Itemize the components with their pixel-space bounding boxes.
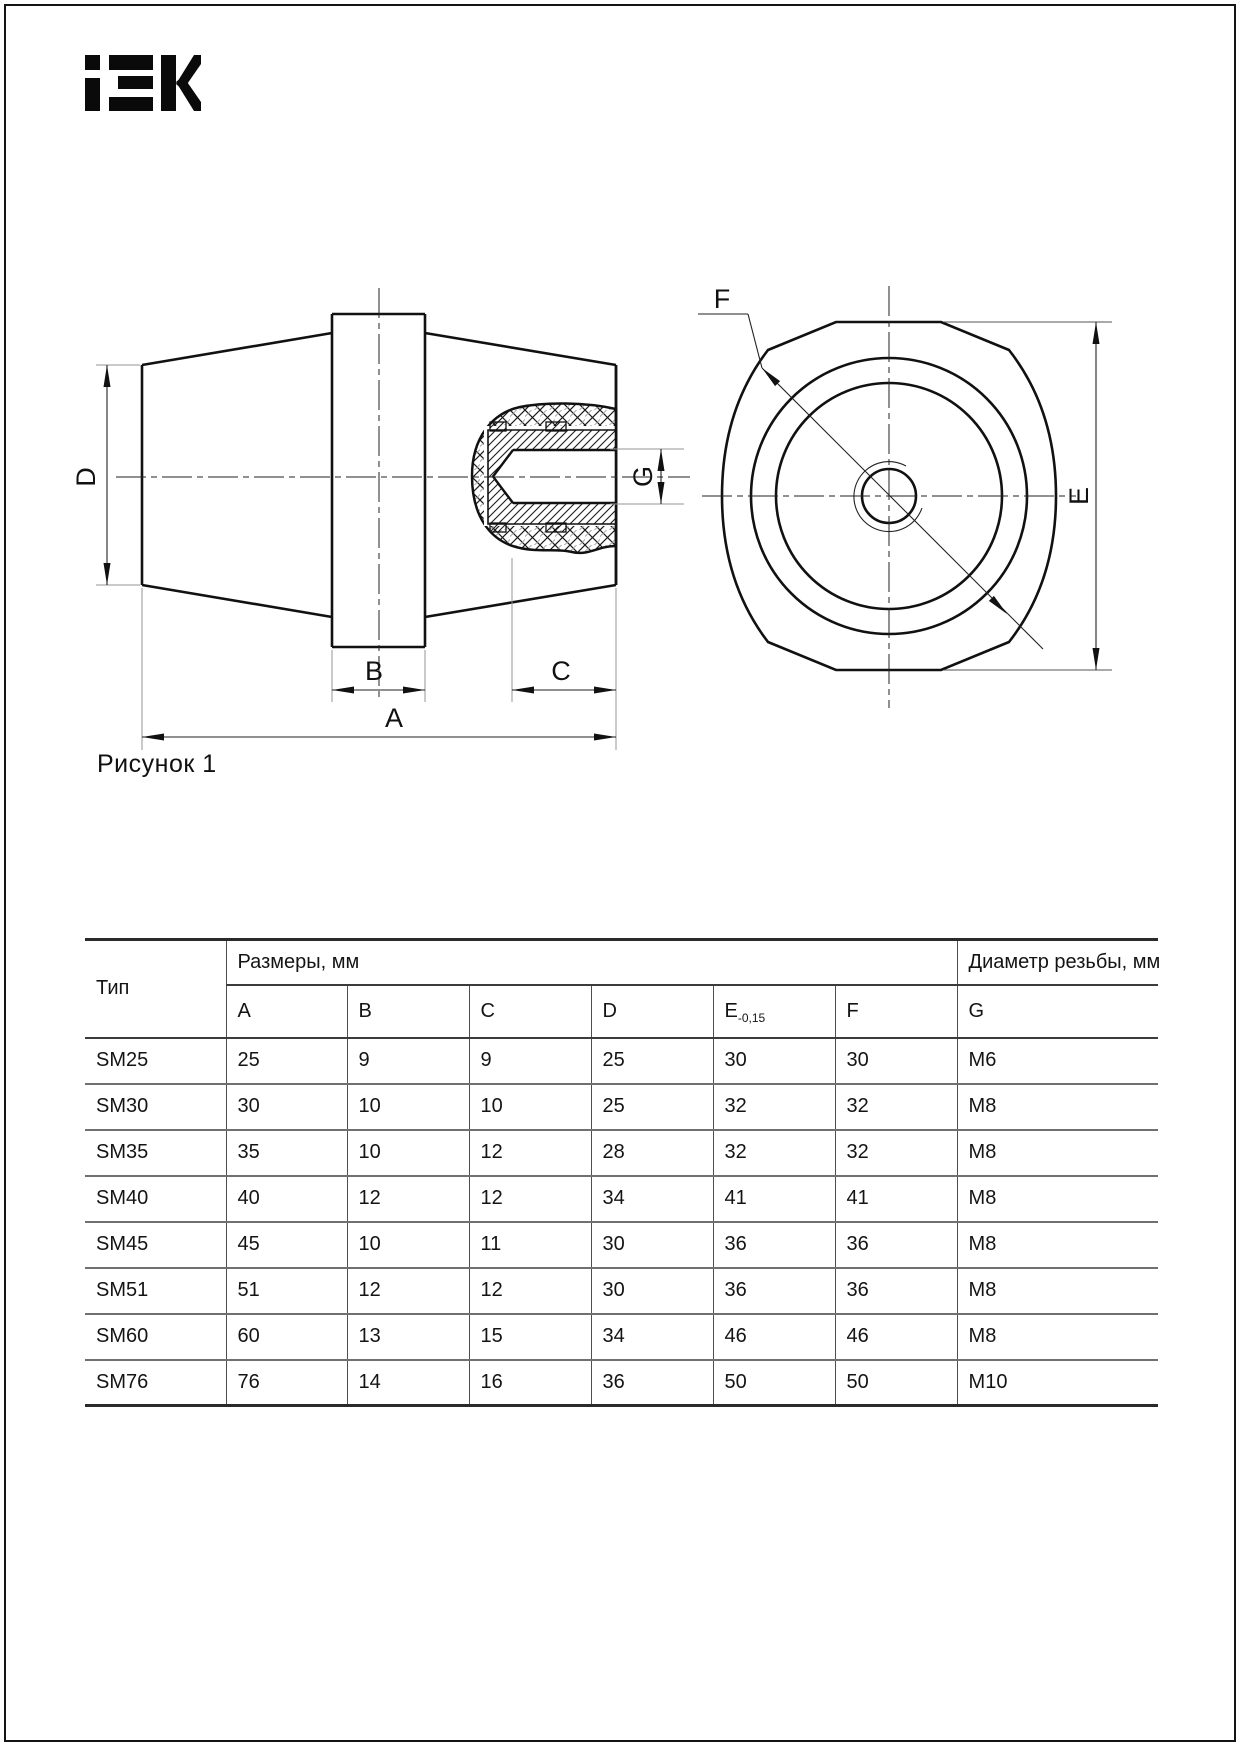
value-cell: 9	[347, 1038, 469, 1084]
table-row	[85, 1222, 1158, 1268]
type-cell: SM35	[85, 1130, 226, 1176]
value-cell: M8	[957, 1084, 1158, 1130]
column-header-e: $E_{-0,15}$	[713, 985, 835, 1038]
value-cell: 10	[469, 1084, 591, 1130]
column-header-c: C	[469, 985, 591, 1038]
value-cell: 46	[835, 1314, 957, 1360]
column-header-a: A	[226, 985, 347, 1038]
value-cell: M8	[957, 1176, 1158, 1222]
logo-letter-e	[109, 55, 153, 111]
value-cell: 36	[713, 1222, 835, 1268]
value-cell: 16	[469, 1360, 591, 1406]
value-cell: 50	[713, 1360, 835, 1406]
table-header-type: Тип	[85, 940, 226, 1038]
value-cell: 40	[226, 1176, 347, 1222]
dim-label-g: G	[628, 465, 659, 488]
table-row	[85, 1130, 1158, 1176]
value-cell: M8	[957, 1222, 1158, 1268]
value-cell: 36	[591, 1360, 713, 1406]
value-cell: 35	[226, 1130, 347, 1176]
dim-label-a: A	[384, 703, 404, 733]
value-cell: 25	[226, 1038, 347, 1084]
value-cell: 12	[469, 1130, 591, 1176]
column-header-b: B	[347, 985, 469, 1038]
value-cell: 12	[469, 1176, 591, 1222]
value-cell: 30	[591, 1268, 713, 1314]
type-cell: SM60	[85, 1314, 226, 1360]
value-cell: M6	[957, 1038, 1158, 1084]
value-cell: 32	[713, 1084, 835, 1130]
table-row	[85, 1176, 1158, 1222]
value-cell: 36	[713, 1268, 835, 1314]
value-cell: 13	[347, 1314, 469, 1360]
value-cell: 25	[591, 1084, 713, 1130]
value-cell: 10	[347, 1130, 469, 1176]
dimensions-table	[85, 938, 1161, 1407]
logo-letter-k	[161, 55, 201, 111]
technical-drawing	[0, 230, 1241, 810]
value-cell: 11	[469, 1222, 591, 1268]
dim-label-e: E	[1064, 486, 1095, 506]
side-view	[71, 288, 690, 750]
value-cell: 10	[347, 1222, 469, 1268]
value-cell: 25	[591, 1038, 713, 1084]
table-row	[85, 1314, 1158, 1360]
type-cell: SM25	[85, 1038, 226, 1084]
value-cell: 46	[713, 1314, 835, 1360]
table-body	[85, 1038, 1158, 1406]
e-tolerance: -0,15	[737, 1010, 766, 1025]
table-row	[85, 1360, 1158, 1406]
value-cell: 34	[591, 1314, 713, 1360]
value-cell: M8	[957, 1130, 1158, 1176]
value-cell: 10	[347, 1084, 469, 1130]
value-cell: 32	[835, 1130, 957, 1176]
value-cell: 30	[226, 1084, 347, 1130]
column-header-f: F	[835, 985, 957, 1038]
value-cell: 9	[469, 1038, 591, 1084]
value-cell: 34	[591, 1176, 713, 1222]
dim-label-f: F	[713, 284, 731, 314]
value-cell: 12	[347, 1268, 469, 1314]
front-view	[698, 284, 1112, 708]
value-cell: 45	[226, 1222, 347, 1268]
dim-label-c: C	[551, 656, 571, 686]
value-cell: 30	[713, 1038, 835, 1084]
table-header-thread-group: Диаметр резьбы, мм	[957, 940, 1158, 985]
table-row	[85, 1268, 1158, 1314]
iek-logo	[85, 55, 201, 111]
type-cell: SM40	[85, 1176, 226, 1222]
value-cell: 41	[713, 1176, 835, 1222]
value-cell: 30	[835, 1038, 957, 1084]
value-cell: M10	[957, 1360, 1158, 1406]
value-cell: 76	[226, 1360, 347, 1406]
table-row	[85, 1084, 1158, 1130]
value-cell: 14	[347, 1360, 469, 1406]
value-cell: 12	[469, 1268, 591, 1314]
column-header-g: G	[957, 985, 1158, 1038]
type-cell: SM45	[85, 1222, 226, 1268]
value-cell: 32	[713, 1130, 835, 1176]
type-cell: SM30	[85, 1084, 226, 1130]
type-cell: SM76	[85, 1360, 226, 1406]
value-cell: 30	[591, 1222, 713, 1268]
thread-arc	[854, 462, 922, 532]
value-cell: 50	[835, 1360, 957, 1406]
column-header-d: D	[591, 985, 713, 1038]
figure-caption: Рисунок 1	[97, 750, 217, 778]
dimension-d	[71, 365, 140, 585]
table-header-dimensions-group: Размеры, мм	[226, 940, 957, 985]
dim-label-b: B	[364, 656, 384, 686]
value-cell: 12	[347, 1176, 469, 1222]
dimension-c	[512, 558, 616, 702]
value-cell: 60	[226, 1314, 347, 1360]
value-cell: 51	[226, 1268, 347, 1314]
dim-label-d: D	[71, 467, 102, 487]
logo-letter-i	[85, 55, 100, 111]
value-cell: 36	[835, 1268, 957, 1314]
value-cell: M8	[957, 1268, 1158, 1314]
table-row	[85, 1038, 1158, 1084]
value-cell: M8	[957, 1314, 1158, 1360]
value-cell: 32	[835, 1084, 957, 1130]
value-cell: 28	[591, 1130, 713, 1176]
value-cell: 41	[835, 1176, 957, 1222]
value-cell: 15	[469, 1314, 591, 1360]
type-cell: SM51	[85, 1268, 226, 1314]
value-cell: 36	[835, 1222, 957, 1268]
